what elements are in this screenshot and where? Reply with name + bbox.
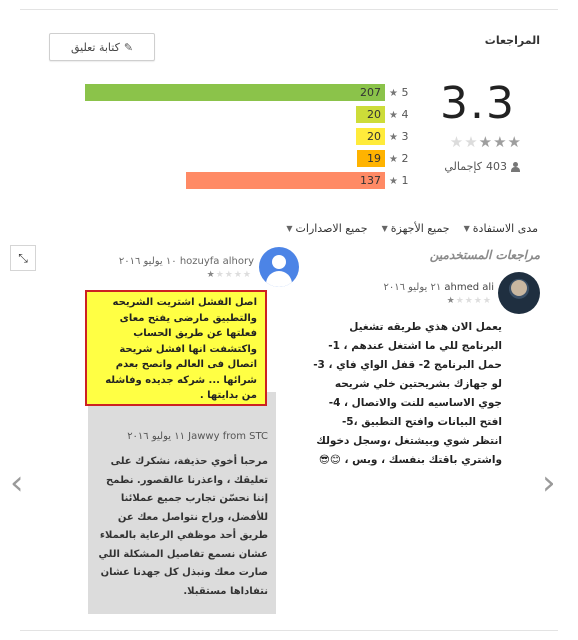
histogram-count: 20	[367, 108, 381, 121]
review-stars	[440, 296, 492, 306]
avatar	[259, 247, 299, 287]
rating-histogram	[85, 84, 415, 194]
histogram-row	[85, 172, 415, 189]
histogram-count: 207	[360, 86, 381, 99]
star-icon: ★	[389, 110, 398, 121]
histogram-row	[85, 150, 415, 167]
star-icon: ★	[224, 270, 234, 280]
reply-notch	[260, 410, 276, 420]
histogram-star-number: 3	[401, 130, 409, 143]
histogram-row	[85, 106, 415, 123]
filter-label: جميع الاصدارات	[295, 221, 368, 235]
bottom-divider	[20, 630, 558, 631]
star-icon: ★	[206, 270, 216, 280]
histogram-star-label	[387, 86, 408, 99]
review-date: ٢١ يوليو ٢٠١٦	[383, 282, 442, 293]
filter-label: مدى الاستفادة	[472, 221, 538, 235]
chevron-left-icon[interactable]: ‹	[10, 463, 24, 503]
histogram-star-number: 4	[401, 108, 409, 121]
histogram-star-label	[387, 108, 408, 121]
histogram-bar	[186, 172, 385, 189]
total-count: 403	[486, 160, 507, 173]
review-date: ١٠ يوليو ٢٠١٦	[118, 256, 177, 267]
average-stars	[430, 133, 522, 151]
review-author: ahmed ali	[444, 282, 494, 293]
star-icon: ★	[464, 133, 479, 151]
pencil-icon: ✎	[123, 40, 134, 54]
write-review-button[interactable]	[49, 33, 155, 61]
chevron-right-icon[interactable]: ›	[542, 463, 556, 503]
star-icon: ★	[389, 132, 398, 143]
review-author: hozuyfa alhory	[179, 256, 254, 267]
write-review-label: كتابة تعليق	[70, 40, 120, 54]
review-body: يعمل الان هذي طريقه تشغيل البرنامج للي ما اشتغل عندهم ، 1- حمل البرنامج 2- قفل الواي فاي ، 3- لو جهازك بشريحتين خلي شريحه جوي الاساسيه للنت والاتصال ، 4- افتح البيانات وافتح التطبيق ،5- انتظر شوي وبيشتغل ،وسجل دخولك واشتري باقتك بنفسك ، وبس ، 😊😎	[313, 321, 502, 466]
histogram-star-number: 1	[401, 174, 409, 187]
star-icon: ★	[473, 296, 483, 306]
reply-author-line	[98, 431, 268, 442]
histogram-track	[85, 128, 385, 145]
star-icon: ★	[464, 296, 474, 306]
chevron-down-icon: ▼	[381, 223, 388, 233]
star-icon: ★	[389, 154, 398, 165]
histogram-row	[85, 128, 415, 145]
review-author-line	[370, 282, 494, 293]
star-icon: ★	[493, 133, 508, 151]
chevron-down-icon: ▼	[286, 223, 293, 233]
star-icon: ★	[455, 296, 465, 306]
star-icon: ★	[449, 133, 465, 151]
section-title: المراجعات	[484, 34, 540, 47]
filter-versions[interactable]	[286, 218, 367, 238]
star-icon: ★	[478, 133, 494, 151]
histogram-count: 137	[360, 174, 381, 187]
star-icon: ★	[482, 296, 492, 306]
total-label: كإجمالي	[444, 160, 482, 173]
average-score: 3.3	[440, 78, 516, 129]
star-icon: ★	[215, 270, 225, 280]
person-icon	[511, 162, 520, 172]
star-icon: ★	[446, 296, 456, 306]
histogram-count: 20	[367, 130, 381, 143]
total-ratings	[430, 160, 520, 173]
star-icon: ★	[242, 270, 252, 280]
filter-label: جميع الأجهزة	[390, 221, 450, 235]
filter-devices[interactable]	[382, 218, 450, 238]
histogram-star-number: 5	[401, 86, 409, 99]
histogram-track	[85, 150, 385, 167]
histogram-bar	[85, 84, 385, 101]
histogram-track	[85, 84, 385, 101]
collapse-arrows-icon[interactable]: ⤡	[10, 245, 36, 271]
histogram-track	[85, 172, 385, 189]
reply-author: Jawwy from STC	[188, 431, 268, 442]
user-reviews-title: مراجعات المستخدمين	[429, 248, 540, 262]
histogram-row	[85, 84, 415, 101]
review-author-line	[92, 256, 254, 267]
chevron-down-icon: ▼	[463, 223, 470, 233]
review-filters	[238, 218, 538, 238]
top-divider	[20, 9, 558, 10]
star-icon: ★	[389, 88, 398, 99]
filter-helpfulness[interactable]	[464, 218, 538, 238]
reply-date: ١١ يوليو ٢٠١٦	[127, 431, 185, 442]
histogram-track	[85, 106, 385, 123]
histogram-star-number: 2	[401, 152, 409, 165]
avatar	[498, 272, 540, 314]
review-stars	[200, 270, 252, 280]
star-icon: ★	[389, 176, 398, 187]
star-icon: ★	[507, 133, 522, 151]
star-icon: ★	[233, 270, 243, 280]
histogram-star-label	[387, 174, 408, 187]
histogram-star-label	[387, 152, 408, 165]
highlighted-review-body: اصل الفشل اشتريت الشريحه والتطبيق مارضى يفتح معاى فعلتها عن طريق الحساب واكتشفت انها افشل شريحة اتصال فى العالم وانصح بعدم شرائها ... شركه جديده وفاشله من بدايتها .	[85, 290, 267, 406]
histogram-count: 19	[367, 152, 381, 165]
reply-body: مرحبا أخوي حذيفة، نشكرك على تعليقك ، واعذرنا عالقصور. نطمح إننا نحسّن تجارب جميع عملائنا للأفضل، وراح نتواصل معك عن طريق أحد موظفي الرعاية بالعملاء عشان نسمع تفاصيل المشكلة اللي صارت معك ونبذل كل جهدنا عشان نتفاداها مستقبلا.	[98, 456, 268, 597]
histogram-star-label	[387, 130, 408, 143]
